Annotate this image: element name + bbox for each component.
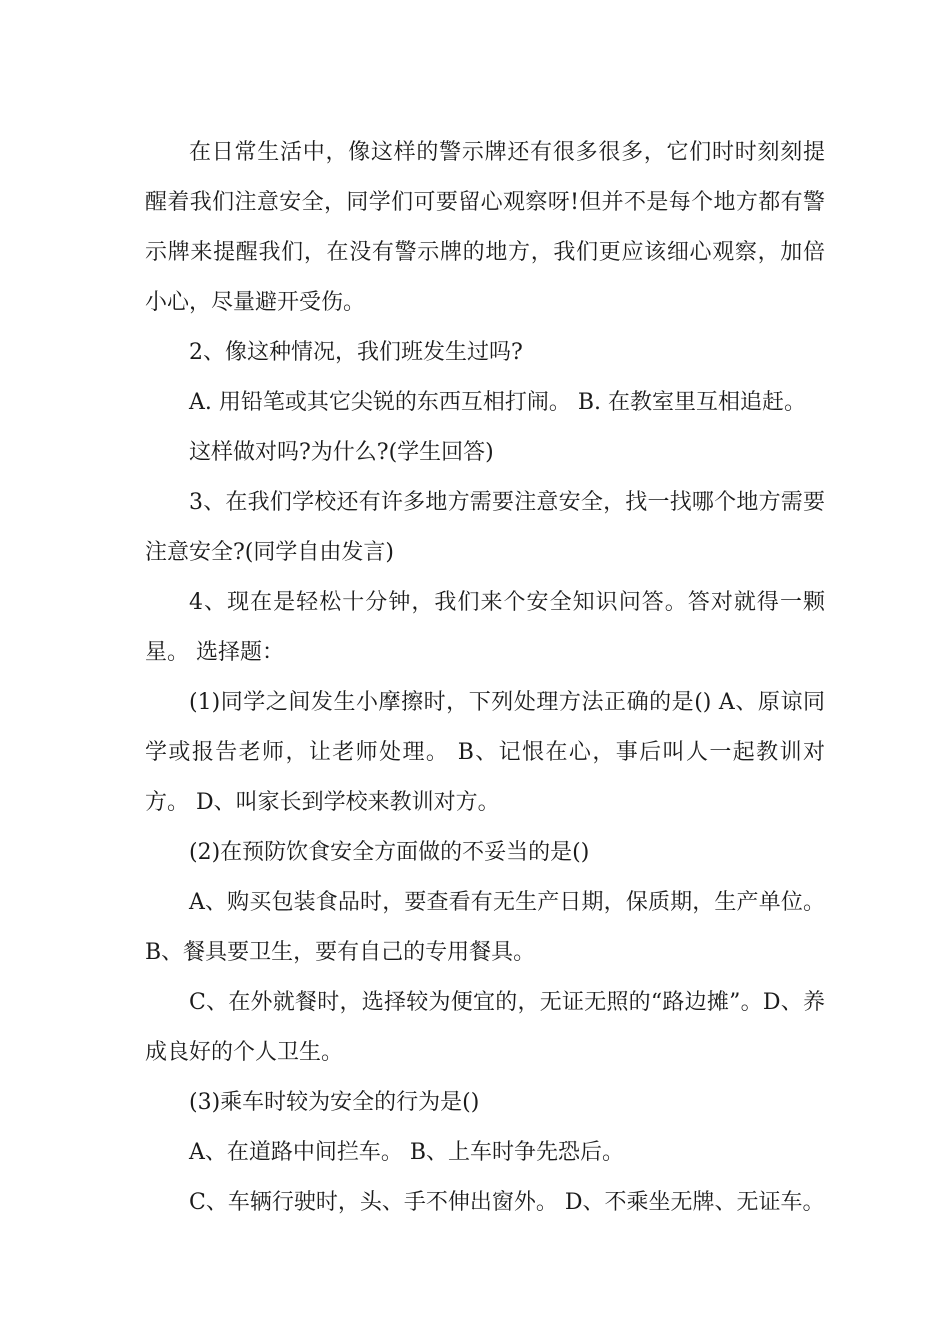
paragraph-question-2: 2、像这种情况，我们班发生过吗? — [189, 340, 523, 365]
paragraph-question-4: 4、现在是轻松十分钟，我们来个安全知识问答。答对就得一颗星。 选择题： — [145, 590, 825, 665]
paragraph-quiz-2-options-ab: A、购买包装食品时，要查看有无生产日期，保质期，生产单位。 B、餐具要卫生，要有自己的专用餐具。 — [145, 890, 825, 965]
paragraph-quiz-3-options-cd: C、车辆行驶时，头、手不伸出窗外。 D、不乘坐无牌、无证车。 — [189, 1190, 825, 1215]
paragraph-quiz-3: (3)乘车时较为安全的行为是() — [189, 1090, 480, 1115]
paragraph-question-2-prompt: 这样做对吗?为什么?(学生回答) — [189, 440, 494, 465]
paragraph-quiz-1: (1)同学之间发生小摩擦时，下列处理方法正确的是() A、原谅同学或报告老师，让老师处理。 B、记恨在心，事后叫人一起教训对方。 D、叫家长到学校来教训对方。 — [145, 690, 825, 815]
paragraph-warning-signs: 在日常生活中，像这样的警示牌还有很多很多，它们时时刻刻提醒着我们注意安全，同学们可要留心观察呀!但并不是每个地方都有警示牌来提醒我们，在没有警示牌的地方，我们更应该细心观察，加倍小心，尽量避开受伤。 — [145, 140, 825, 315]
paragraph-quiz-2: (2)在预防饮食安全方面做的不妥当的是() — [189, 840, 590, 865]
paragraph-question-3: 3、在我们学校还有许多地方需要注意安全，找一找哪个地方需要注意安全?(同学自由发言) — [145, 490, 825, 565]
paragraph-quiz-3-options-ab: A、在道路中间拦车。 B、上车时争先恐后。 — [189, 1140, 625, 1165]
paragraph-quiz-2-options-cd: C、在外就餐时，选择较为便宜的，无证无照的“路边摊”。D、养成良好的个人卫生。 — [145, 990, 825, 1065]
paragraph-question-2-options: A. 用铅笔或其它尖锐的东西互相打闹。 B. 在教室里互相追赶。 — [189, 390, 807, 415]
document-body — [145, 128, 825, 1228]
